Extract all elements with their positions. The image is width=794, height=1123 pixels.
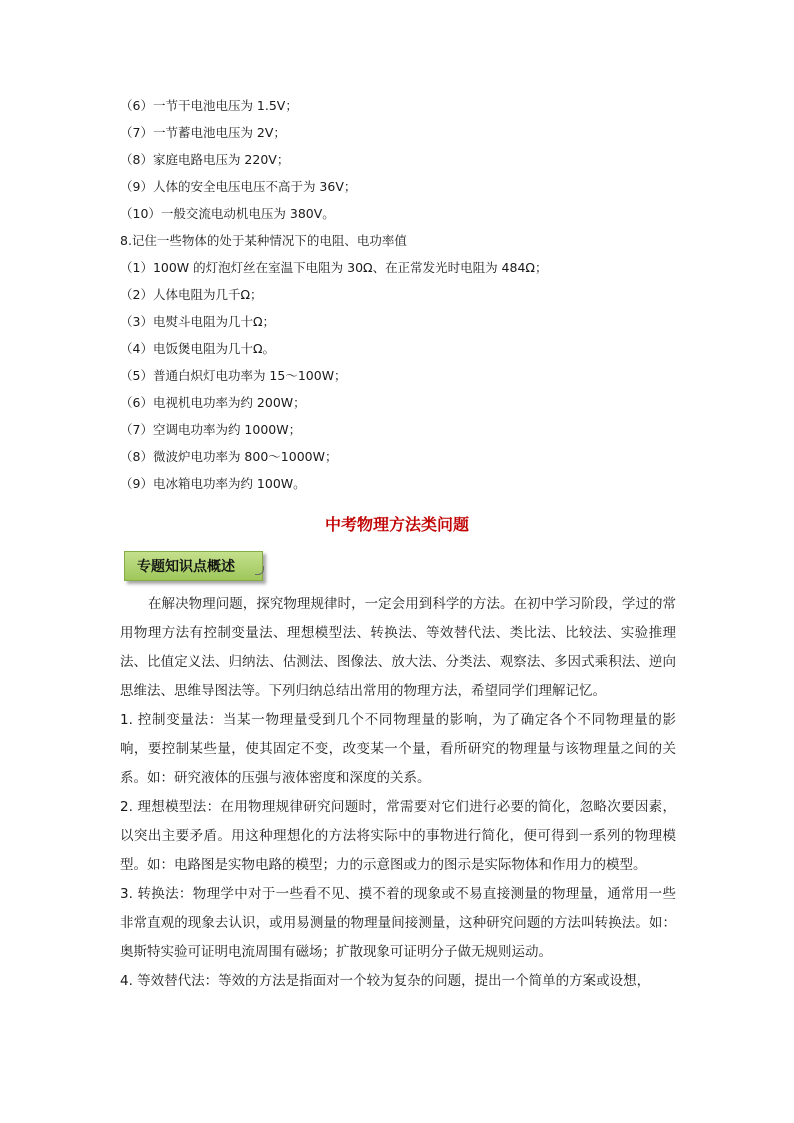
list-item: （1）100W 的灯泡灯丝在室温下电阻为 30Ω、在正常发光时电阻为 484Ω； (120, 260, 548, 275)
list-item: （4）电饭煲电阻为几十Ω。 (120, 341, 276, 356)
list-item: （5）普通白炽灯电功率为 15～100W； (120, 368, 347, 383)
list-item: （8）微波炉电功率为 800～1000W； (120, 449, 338, 464)
list-item: （6）一节干电池电压为 1.5V； (120, 98, 298, 113)
list-item: （7）空调电功率为约 1000W； (120, 422, 302, 437)
method-paragraph: 2. 理想模型法：在用物理规律研究问题时，常需要对它们进行必要的简化，忽略次要因素，以突出主要矛盾。用这种理想化的方法将实际中的事物进行简化，便可得到一系列的物理模型。如：电路图是实物电路的模型；力的示意图或力的图示是实际物体和作用力的模型。 (120, 799, 676, 873)
list-item: （3）电熨斗电阻为几十Ω； (120, 314, 276, 329)
list-item: （7）一节蓄电池电压为 2V； (120, 125, 286, 140)
list-item: （10）一般交流电动机电压为 380V。 (120, 206, 335, 221)
intro-paragraph: 在解决物理问题，探究物理规律时，一定会用到科学的方法。在初中学习阶段，学过的常用物理方法有控制变量法、理想模型法、转换法、等效替代法、类比法、比较法、实验推理法、比值定义法、归纳法、估测法、图像法、放大法、分类法、观察法、多因式乘积法、逆向思维法、思维导图法等。下列归纳总结出常用的物理方法，希望同学们理解记忆。 (120, 596, 676, 699)
method-paragraph: 1. 控制变量法：当某一物理量受到几个不同物理量的影响，为了确定各个不同物理量的影响，要控制某些量，使其固定不变，改变某一个量，看所研究的物理量与该物理量之间的关系。如：研究液体的压强与液体密度和深度的关系。 (120, 712, 676, 786)
list-item: （9）人体的安全电压电压不高于为 36V； (120, 179, 357, 194)
list-item: （8）家庭电路电压为 220V； (120, 152, 290, 167)
list-item: （9）电冰箱电功率为约 100W。 (120, 476, 306, 491)
topic-badge: 专题知识点概述 (124, 551, 263, 581)
list-item: （2）人体电阻为几千Ω； (120, 287, 263, 302)
section-title: 中考物理方法类问题 (324, 515, 469, 534)
method-paragraph: 3. 转换法：物理学中对于一些看不见、摸不着的现象或不易直接测量的物理量，通常用一些非常直观的现象去认识，或用易测量的物理量间接测量，这种研究问题的方法叫转换法。如：奥斯特实验可证明电流周围有磁场；扩散现象可证明分子做无规则运动。 (120, 886, 676, 960)
reference-values-list (120, 92, 680, 497)
methods-body (120, 590, 676, 996)
method-paragraph: 4. 等效替代法：等效的方法是指面对一个较为复杂的问题，提出一个简单的方案或设想， (120, 973, 651, 989)
list-item: （6）电视机电功率为约 200W； (120, 395, 306, 410)
list-heading: 8.记住一些物体的处于某种情况下的电阻、电功率值 (120, 233, 407, 248)
